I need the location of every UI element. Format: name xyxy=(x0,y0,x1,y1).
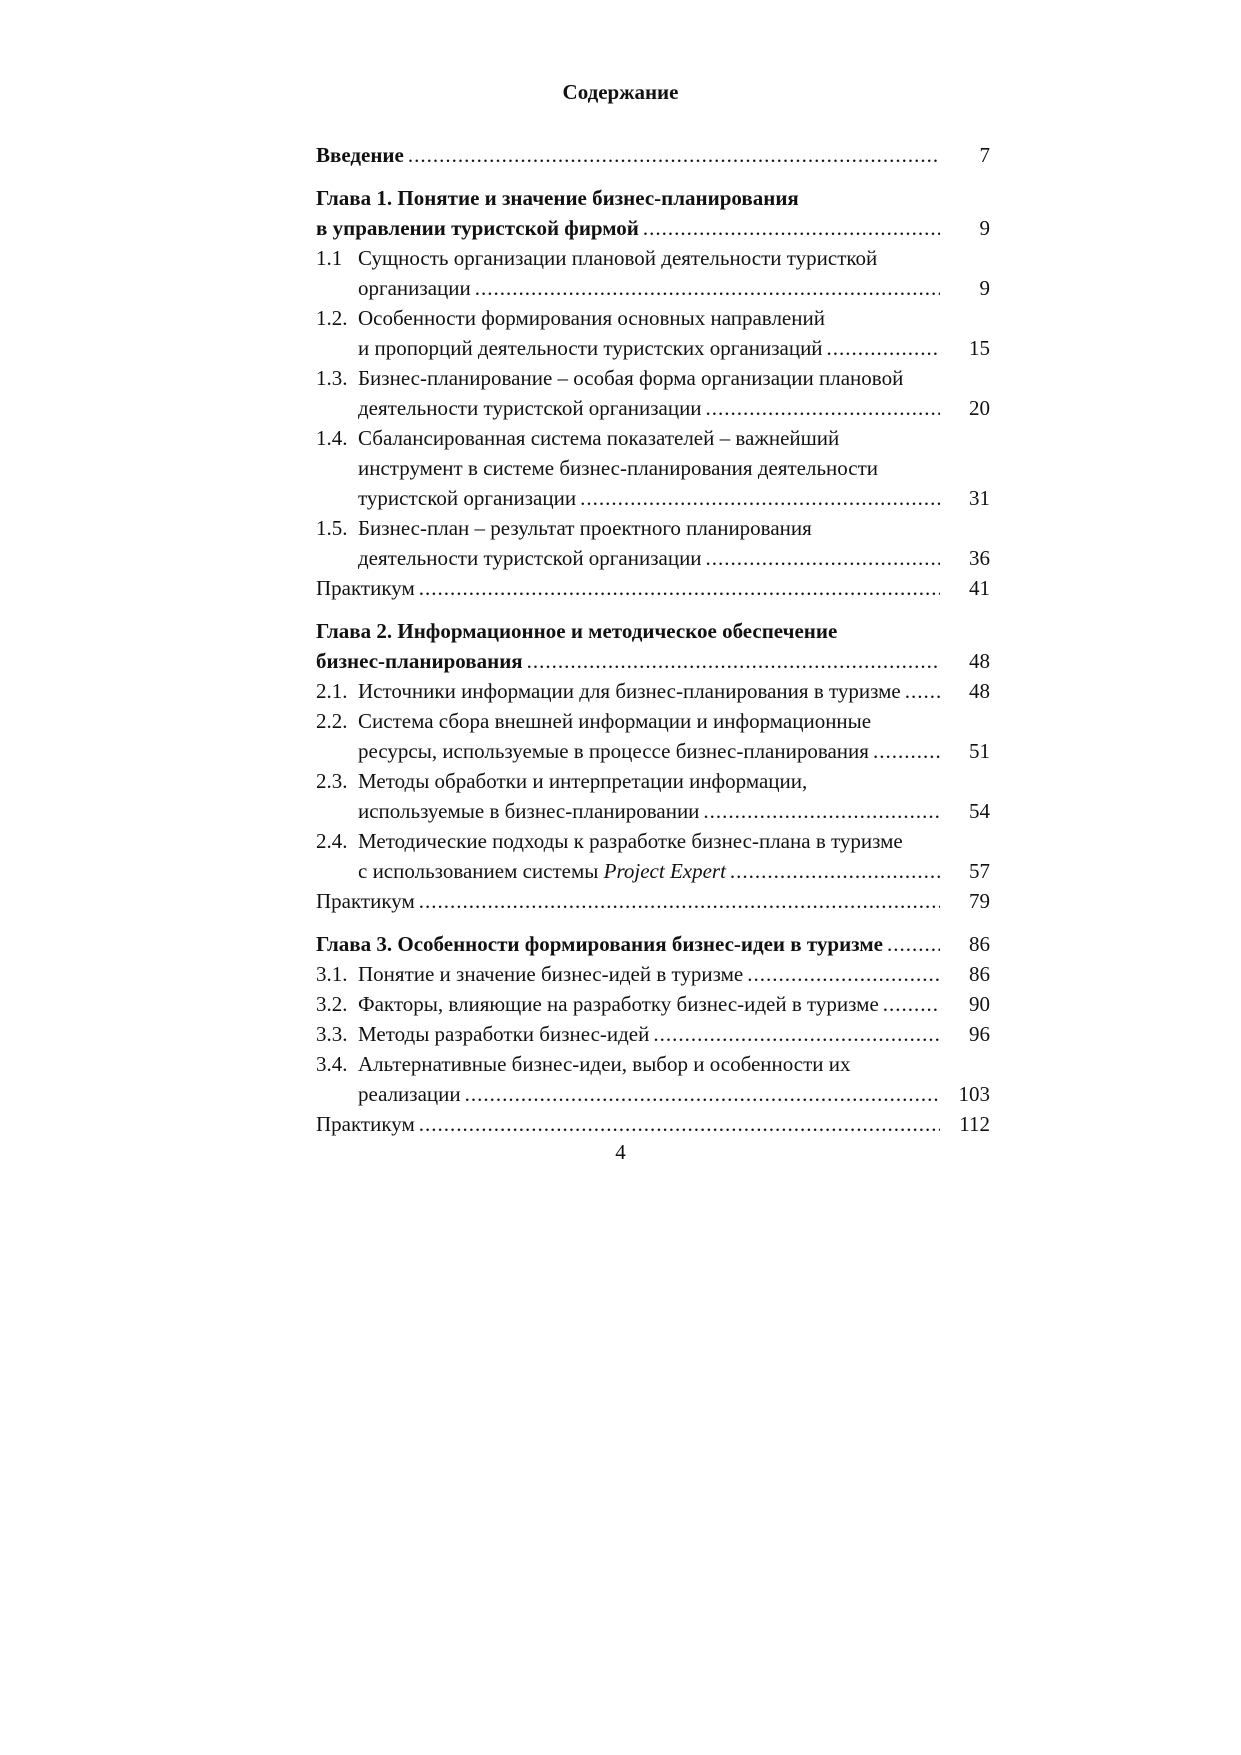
dot-leader xyxy=(730,856,940,886)
toc-practicum-1 xyxy=(316,573,990,603)
toc-entry-text: реализации xyxy=(358,1082,461,1106)
toc-section-2-4-cont xyxy=(316,856,990,886)
toc-section-number: 2.2. xyxy=(316,709,348,733)
toc-section-2-3 xyxy=(316,766,990,796)
dot-leader xyxy=(419,573,940,603)
dot-leader xyxy=(643,213,940,243)
toc-entry-italic: Project Expert xyxy=(603,859,726,883)
dot-leader xyxy=(706,393,940,423)
toc-entry-text: в управлении туристской фирмой xyxy=(316,216,639,240)
toc-section-1-4-cont2 xyxy=(316,483,990,513)
toc-page-number: 36 xyxy=(969,546,990,570)
toc-section-2-3-cont xyxy=(316,796,990,826)
toc-section-number: 1.5. xyxy=(316,516,348,540)
toc-section-number: 1.2. xyxy=(316,306,348,330)
toc-entry-text: туристской организации xyxy=(358,486,577,510)
toc-section-2-4 xyxy=(316,826,990,856)
dot-leader xyxy=(419,1109,940,1139)
toc-section-number: 1.1 xyxy=(316,246,343,270)
toc-page-number: 7 xyxy=(979,143,990,167)
toc-entry-text: Факторы, влияющие на разработку бизнес-идей в туризме xyxy=(358,992,879,1016)
toc-chapter-2-title-cont xyxy=(316,646,990,676)
toc-section-2-2-cont xyxy=(316,736,990,766)
toc-entry-text: бизнес-планирования xyxy=(316,649,523,673)
toc-section-1-2 xyxy=(316,303,990,333)
toc-entry-text: используемые в бизнес-планировании xyxy=(358,799,700,823)
toc-page-number: 9 xyxy=(979,216,990,240)
toc-entry-text: Введение xyxy=(316,143,404,167)
toc-section-2-2 xyxy=(316,706,990,736)
toc-section-number: 3.1. xyxy=(316,962,348,986)
dot-leader xyxy=(580,483,940,513)
toc-entry-text: Методические подходы к разработке бизнес-плана в туризме xyxy=(358,829,903,853)
dot-leader xyxy=(873,736,940,766)
table-of-contents xyxy=(316,140,990,1139)
toc-entry-text: Практикум xyxy=(316,889,415,913)
toc-section-3-4 xyxy=(316,1049,990,1079)
dot-leader xyxy=(706,543,940,573)
toc-page-number: 96 xyxy=(969,1022,990,1046)
toc-entry-text: Особенности формирования основных направлений xyxy=(358,306,825,330)
toc-entry-text: Глава 1. Понятие и значение бизнес-планирования xyxy=(316,186,799,210)
page-number: 4 xyxy=(615,1140,626,1164)
dot-leader xyxy=(475,273,940,303)
dot-leader xyxy=(827,333,940,363)
toc-entry-text: Бизнес-планирование – особая форма организации плановой xyxy=(358,366,904,390)
dot-leader xyxy=(465,1079,940,1109)
dot-leader xyxy=(887,929,940,959)
page-title: Содержание xyxy=(562,80,679,104)
toc-page-number: 31 xyxy=(969,486,990,510)
toc-section-1-1 xyxy=(316,243,990,273)
toc-entry-text: Сущность организации плановой деятельности туристкой xyxy=(358,246,878,270)
toc-entry-text: Методы разработки бизнес-идей xyxy=(358,1022,650,1046)
toc-entry-text: деятельности туристской организации xyxy=(358,546,702,570)
toc-entry-text: Система сбора внешней информации и информационные xyxy=(358,709,872,733)
toc-entry-text: Источники информации для бизнес-планирования в туризме xyxy=(358,679,901,703)
toc-section-1-5 xyxy=(316,513,990,543)
toc-entry-text: организации xyxy=(358,276,471,300)
toc-entry-text: Бизнес-план – результат проектного планирования xyxy=(358,516,812,540)
toc-section-number: 3.3. xyxy=(316,1022,348,1046)
dot-leader xyxy=(747,959,940,989)
toc-page-number: 86 xyxy=(969,932,990,956)
toc-entry-text: Понятие и значение бизнес-идей в туризме xyxy=(358,962,744,986)
toc-entry-intro xyxy=(316,140,990,170)
toc-entry-text: инструмент в системе бизнес-планирования деятельности xyxy=(358,456,879,480)
toc-section-1-4 xyxy=(316,423,990,453)
toc-page-number: 51 xyxy=(969,739,990,763)
toc-section-2-1 xyxy=(316,676,990,706)
toc-entry-text: и пропорций деятельности туристских организаций xyxy=(358,336,823,360)
toc-section-3-3 xyxy=(316,1019,990,1049)
toc-entry-text: деятельности туристской организации xyxy=(358,396,702,420)
toc-entry-text: Методы обработки и интерпретации информации, xyxy=(358,769,808,793)
toc-chapter-1-title-cont xyxy=(316,213,990,243)
toc-section-1-4-cont xyxy=(316,453,990,483)
toc-entry-text: Практикум xyxy=(316,1112,415,1136)
toc-section-3-4-cont xyxy=(316,1079,990,1109)
dot-leader xyxy=(419,886,940,916)
toc-entry-text xyxy=(358,856,726,886)
toc-page-number: 103 xyxy=(958,1082,990,1106)
toc-page-number: 54 xyxy=(969,799,990,823)
toc-section-number: 2.4. xyxy=(316,829,348,853)
toc-page-number: 15 xyxy=(969,336,990,360)
toc-page-number: 41 xyxy=(969,576,990,600)
toc-chapter-3-title xyxy=(316,929,990,959)
toc-section-1-3 xyxy=(316,363,990,393)
toc-entry-text: Глава 2. Информационное и методическое обеспечение xyxy=(316,619,838,643)
toc-section-number: 1.3. xyxy=(316,366,348,390)
toc-practicum-2 xyxy=(316,886,990,916)
toc-section-number: 3.4. xyxy=(316,1052,348,1076)
toc-section-3-2 xyxy=(316,989,990,1019)
dot-leader xyxy=(703,796,940,826)
toc-page-number: 86 xyxy=(969,962,990,986)
toc-entry-text: Сбалансированная система показателей – важнейший xyxy=(358,426,840,450)
toc-page-number: 79 xyxy=(969,889,990,913)
dot-leader xyxy=(527,646,940,676)
toc-page-number: 48 xyxy=(969,679,990,703)
dot-leader xyxy=(653,1019,940,1049)
toc-page-number: 9 xyxy=(979,276,990,300)
toc-section-number: 2.3. xyxy=(316,769,348,793)
toc-section-number: 2.1. xyxy=(316,679,348,703)
toc-page-number: 57 xyxy=(969,859,990,883)
toc-section-1-3-cont xyxy=(316,393,990,423)
toc-chapter-1-title xyxy=(316,183,990,213)
toc-entry-text: Глава 3. Особенности формирования бизнес-идеи в туризме xyxy=(316,932,883,956)
toc-section-number: 3.2. xyxy=(316,992,348,1016)
toc-entry-text-part: с использованием системы xyxy=(358,859,604,883)
toc-chapter-2-title xyxy=(316,616,990,646)
toc-page-number: 48 xyxy=(969,649,990,673)
toc-entry-text: Альтернативные бизнес-идеи, выбор и особенности их xyxy=(358,1052,851,1076)
toc-section-1-1-cont xyxy=(316,273,990,303)
toc-entry-text: Практикум xyxy=(316,576,415,600)
toc-section-3-1 xyxy=(316,959,990,989)
dot-leader xyxy=(883,989,940,1019)
toc-page-number: 112 xyxy=(959,1112,990,1136)
toc-page-number: 90 xyxy=(969,992,990,1016)
dot-leader xyxy=(905,676,940,706)
toc-entry-text: ресурсы, используемые в процессе бизнес-планирования xyxy=(358,739,869,763)
toc-practicum-3 xyxy=(316,1109,990,1139)
toc-section-number: 1.4. xyxy=(316,426,348,450)
toc-section-1-2-cont xyxy=(316,333,990,363)
toc-page-number: 20 xyxy=(969,396,990,420)
dot-leader xyxy=(408,140,940,170)
toc-section-1-5-cont xyxy=(316,543,990,573)
